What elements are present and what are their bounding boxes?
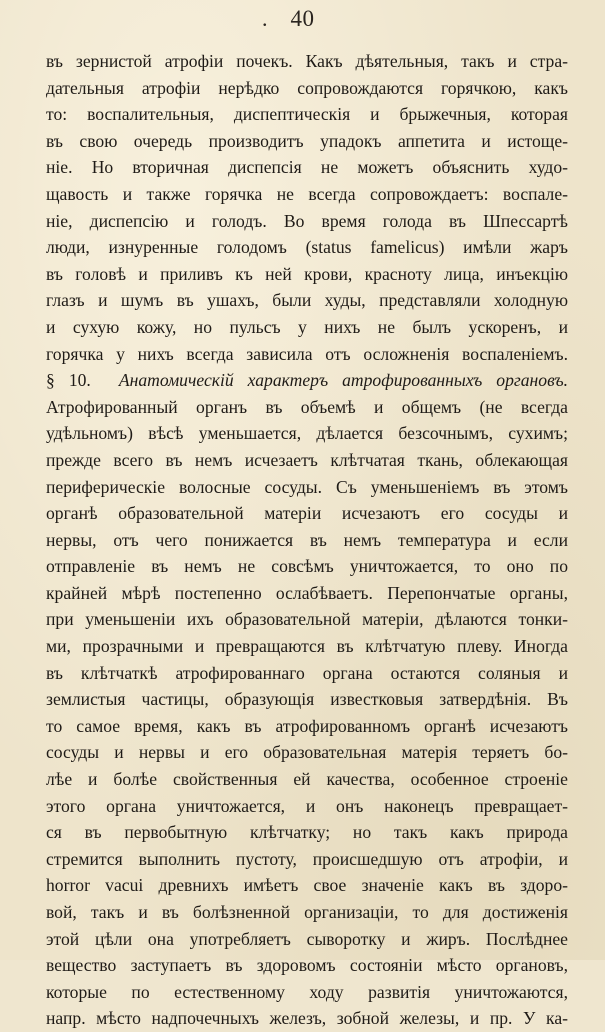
text-line: щавость и также горячка не всегда сопровождаетъ: воспале- — [46, 183, 568, 204]
page-number: 40 — [290, 6, 315, 31]
text-line: при уменьшеніи ихъ образовательной матеріи, дѣлаются тонки- — [46, 609, 568, 630]
text-line: дательныя атрофіи нерѣдко сопровождаются горячкою, какъ — [46, 77, 568, 98]
text-line: въ зернистой атрофіи почекъ. Какъ дѣятельныя, такъ и стра- — [46, 51, 568, 71]
text-line: сосуды и нервы и его образовательная матерія теряетъ бо- — [46, 742, 568, 763]
text-line: вой, такъ и въ болѣзненной организаціи, то для достиженія — [46, 902, 568, 922]
text-line: землистыя частицы, образующія известковыя затвердѣнія. Въ — [46, 689, 568, 710]
text-line: ми, прозрачными и превращаются въ клѣтчатую плеву. Иногда — [46, 636, 568, 657]
text-line: горячка у нихъ всегда зависила отъ осложненія воспаленіемъ. — [46, 343, 568, 364]
text-line: ся въ первобытную клѣтчатку; но такъ какъ природа — [46, 822, 568, 843]
text-line: то: воспалительныя, диспептическія и брыжечныя, которая — [46, 104, 568, 125]
text-line: лѣе и болѣе свойственныя ей качества, особенное строеніе — [46, 769, 568, 790]
text-line: прежде всего въ немъ исчезаетъ клѣтчатая ткань, облекающая — [46, 449, 568, 470]
text-line: этого органа уничтожается, и онъ наконецъ превращает- — [46, 795, 568, 816]
text-line: то самое время, какъ въ атрофированномъ органѣ исчезаютъ — [46, 715, 568, 736]
text-line: этой цѣли она употребляетъ сыворотку и жиръ. Послѣднее — [46, 928, 568, 949]
section-heading — [46, 367, 568, 394]
section-title: Анатомическій характеръ атрофированныхъ органовъ. — [118, 370, 568, 391]
text-line: въ свою очередь производитъ упадокъ аппетита и истоще- — [46, 130, 568, 151]
text-line: и сухую кожу, но пульсъ у нихъ не былъ ускоренъ, и — [46, 316, 568, 337]
text-line: вещество заступаетъ въ здоровомъ состояніи мѣсто органовъ, — [46, 955, 568, 976]
text-line: ніе, диспепсію и голодъ. Во время голода въ Шпессартѣ — [46, 210, 568, 231]
text-line: нервы, отъ чего понижается въ немъ температура и если — [46, 529, 568, 550]
text-line: отправленіе въ немъ не совсѣмъ уничтожается, то оно по — [46, 556, 568, 577]
text-line: въ головѣ и приливъ къ ней крови, красноту лица, инъекцію — [46, 263, 568, 284]
text-line: Атрофированный органъ въ объемѣ и общемъ (не всегда — [46, 396, 568, 417]
text-line: стремится выполнить пустоту, происшедшую отъ атрофіи, и — [46, 848, 568, 869]
text-line: люди, изнуренные голодомъ (status famelicus) имѣли жаръ — [46, 237, 568, 258]
text-line: крайней мѣрѣ постепенно ослабѣваетъ. Перепончатые органы, — [46, 582, 568, 603]
text-line: которые по естественному ходу развитія уничтожаются, — [46, 981, 568, 1002]
text-line: удѣльномъ) вѣсѣ уменьшается, дѣлается безсочнымъ, сухимъ; — [46, 423, 568, 444]
text-line: въ клѣтчаткѣ атрофированнаго органа остаются соляныя и — [46, 662, 568, 683]
page-marker: . — [262, 6, 268, 31]
text-line: периферическіе волосные сосуды. Съ уменьшеніемъ въ этомъ — [46, 476, 568, 497]
text-line: органѣ образовательной матеріи исчезаютъ его сосуды и — [46, 503, 568, 524]
text-line: horror vacui древнихъ имѣетъ свое значеніе какъ въ здоро- — [46, 875, 568, 896]
section-number: § 10. — [46, 370, 91, 391]
text-line: напр. мѣсто надпочечныхъ железъ, зобной железы, и пр. У ка- — [46, 1008, 568, 1029]
body-text — [46, 48, 568, 1032]
text-line: глазъ и шумъ въ ушахъ, были худы, представляли холодную — [46, 290, 568, 311]
text-line: ніе. Но вторичная диспепсія не можетъ объяснить худо- — [46, 157, 568, 178]
